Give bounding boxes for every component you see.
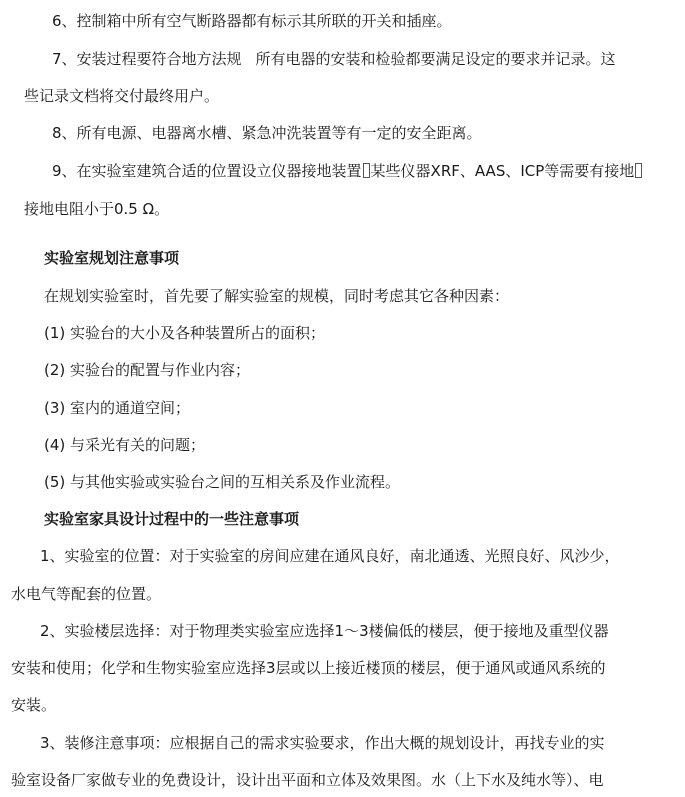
item-9-part-a: 9、在实验室建筑合适的位置设立仪器接地装置 (52, 162, 362, 180)
section-heading-furniture: 实验室家具设计过程中的一些注意事项 (44, 510, 300, 528)
item-8: 8、所有电源、电器离水槽、紧急冲洗装置等有一定的安全距离。 (52, 124, 482, 142)
paragraph-floor-continuation: 安装和使用；化学和生物实验室应选择3层或以上接近楼顶的楼层，便于通风或通风系统的 (11, 659, 606, 677)
list-item: (2) 实验台的配置与作业内容； (44, 361, 251, 379)
item-7-part-b: 所有电器的安装和检验都要满足设定的要求并记录。这 (255, 50, 616, 68)
paragraph-renovation: 3、装修注意事项：应根据自己的需求实验要求，作出大概的规划设计，再找专业的实 (40, 734, 605, 752)
paragraph-floor: 2、实验楼层选择：对于物理类实验室应选择1～3楼偏低的楼层，便于接地及重型仪器 (40, 622, 609, 640)
list-item: (4) 与采光有关的问题； (44, 436, 206, 454)
item-7 (52, 49, 616, 69)
list-item: (3) 室内的通道空间； (44, 399, 191, 417)
item-6: 6、控制箱中所有空气断路器都有标示其所联的开关和插座。 (52, 12, 452, 30)
item-9 (52, 161, 643, 181)
item-7-continuation: 些记录文档将交付最终用户。 (24, 87, 220, 105)
paragraph-location-continuation: 水电气等配套的位置。 (11, 585, 162, 603)
list-item: (5) 与其他实验或实验台之间的互相关系及作业流程。 (44, 473, 401, 491)
section-heading-planning: 实验室规划注意事项 (44, 249, 180, 267)
paragraph-location: 1、实验室的位置：对于实验室的房间应建在通风良好，南北通透、光照良好、风沙少， (40, 547, 620, 565)
list-item: (1) 实验台的大小及各种装置所占的面积； (44, 324, 326, 342)
paragraph-floor-continuation: 安装。 (11, 696, 57, 714)
item-9-continuation: 接地电阻小于0.5 Ω。 (24, 200, 170, 218)
item-9-part-b: 某些仪器XRF、AAS、ICP等需要有接地 (370, 162, 635, 180)
planning-intro: 在规划实验室时，首先要了解实验室的规模，同时考虑其它各种因素： (44, 287, 510, 305)
item-7-part-a: 7、安装过程要符合地方法规 (52, 50, 242, 68)
missing-glyph-icon (635, 163, 642, 178)
missing-glyph-icon (363, 163, 370, 178)
paragraph-renovation-continuation: 验室设备厂家做专业的免费设计，设计出平面和立体及效果图。水（上下水及纯水等）、电 (11, 771, 604, 789)
